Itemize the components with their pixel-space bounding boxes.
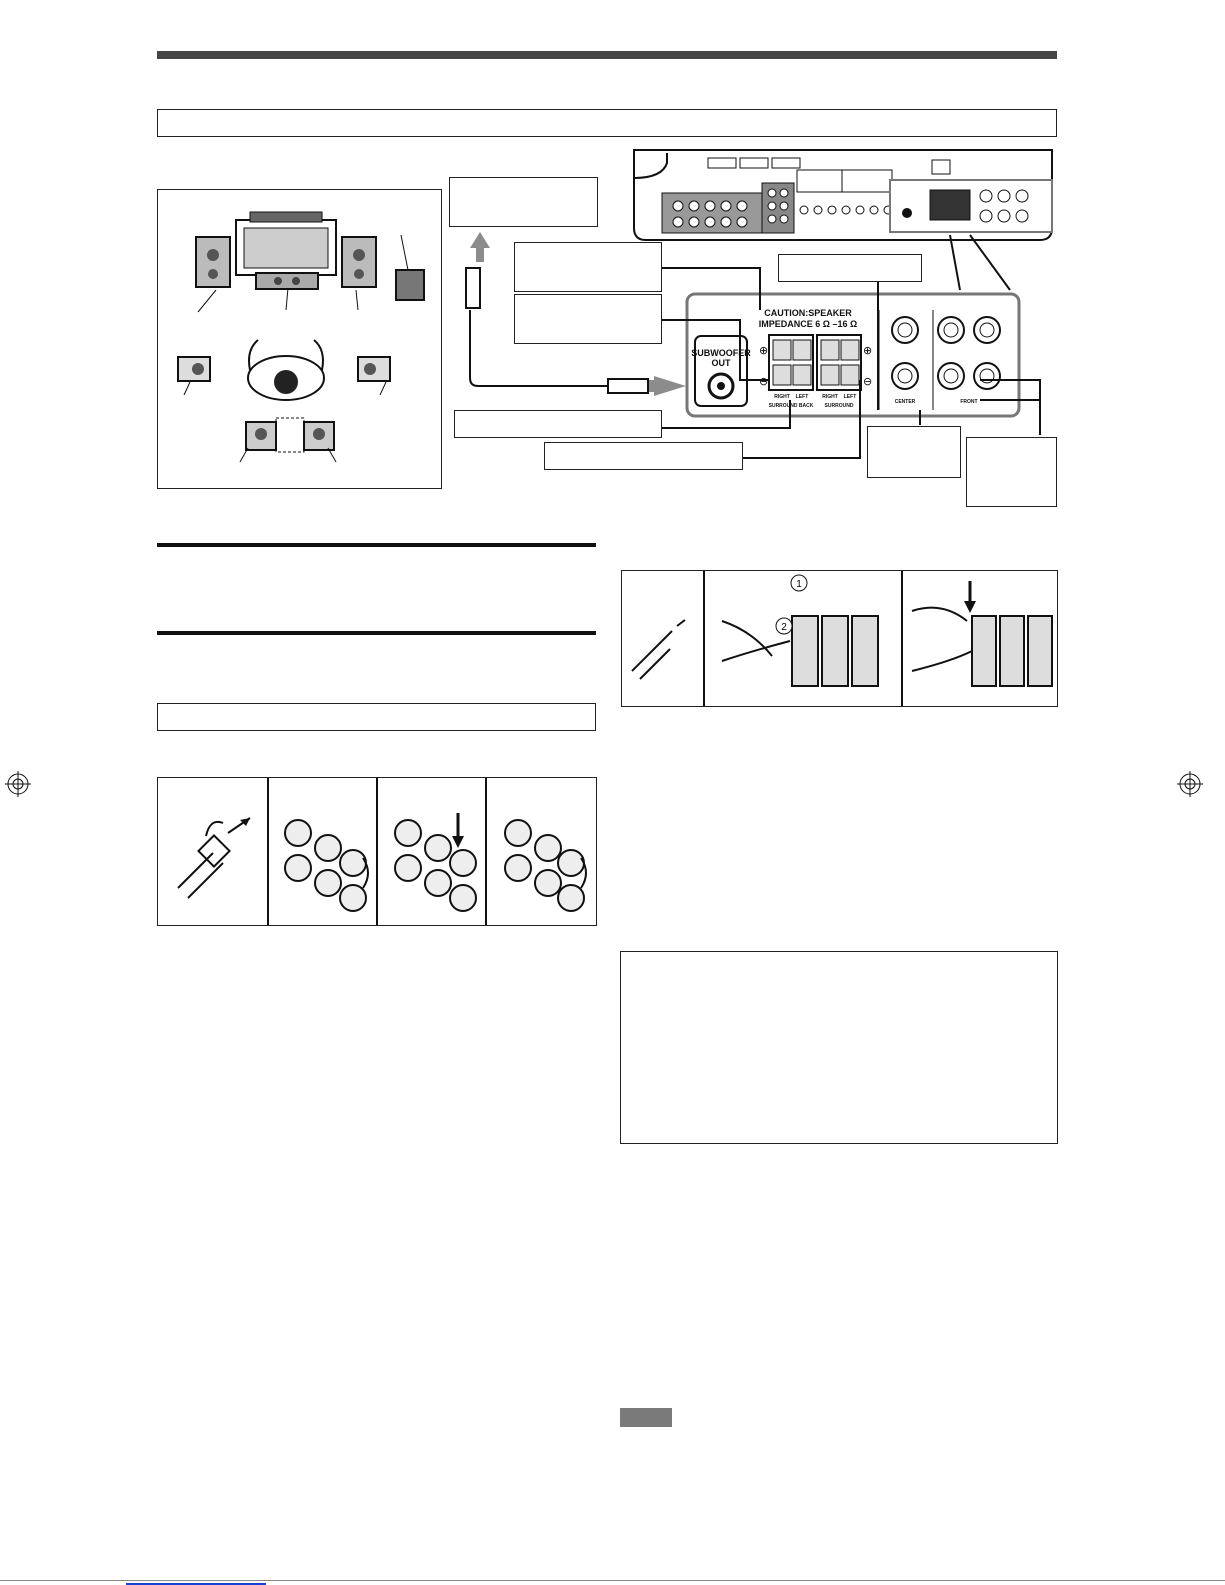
impedance-label: IMPEDANCE 6 Ω –16 Ω	[758, 319, 858, 329]
right-arrow-icon	[654, 376, 686, 396]
down-arrow-icon	[964, 601, 976, 613]
crosshair-registration-icon	[5, 771, 31, 797]
svg-text:LEFT: LEFT	[795, 394, 809, 400]
binding-posts-panel-4	[505, 820, 584, 911]
spring-terminal-steps	[621, 570, 1058, 707]
binding-posts-panel-3	[395, 820, 476, 911]
callout-box-7	[867, 426, 961, 478]
step-number-1: 1	[796, 579, 802, 590]
svg-text:⊕: ⊕	[759, 344, 769, 357]
svg-text:⊖: ⊖	[759, 375, 769, 388]
callout-box-6	[544, 442, 743, 470]
svg-text:LEFT: LEFT	[843, 394, 857, 400]
svg-text:⊕: ⊕	[863, 344, 873, 357]
note-tab	[620, 1408, 672, 1427]
subsection-title-box	[157, 703, 596, 731]
down-arrow-icon	[452, 836, 464, 848]
svg-text:CENTER: CENTER	[894, 399, 916, 405]
spring-terminal-illustration	[622, 571, 1057, 706]
callout-box-4	[778, 254, 922, 282]
callout-box-1	[449, 177, 598, 227]
footer-rule	[0, 1580, 1225, 1581]
svg-text:SURROUND: SURROUND	[824, 403, 854, 409]
subwoofer-label-line2: OUT	[711, 358, 731, 368]
svg-text:⊖: ⊖	[863, 375, 873, 388]
caution-label: CAUTION:SPEAKER	[764, 308, 852, 318]
section-rule-2	[157, 631, 596, 635]
svg-text:SURROUND BACK: SURROUND BACK	[768, 403, 814, 409]
subwoofer-label-line1: SUBWOOFER	[691, 348, 751, 358]
section-rule-1	[157, 543, 596, 547]
svg-text:FRONT: FRONT	[960, 399, 978, 405]
callout-box-5	[454, 410, 662, 438]
note-box	[620, 951, 1058, 1144]
step-number-2: 2	[781, 622, 787, 633]
callout-box-2	[514, 242, 662, 292]
crosshair-registration-icon	[1177, 771, 1203, 797]
binding-post-steps-illustration	[158, 778, 596, 925]
callout-box-8	[966, 437, 1057, 507]
svg-text:RIGHT: RIGHT	[774, 394, 790, 400]
wire-connection-steps	[157, 777, 597, 926]
svg-text:RIGHT: RIGHT	[822, 394, 838, 400]
callout-box-3	[514, 294, 662, 344]
up-arrow-icon	[470, 232, 490, 262]
binding-posts-panel-2	[285, 820, 366, 911]
